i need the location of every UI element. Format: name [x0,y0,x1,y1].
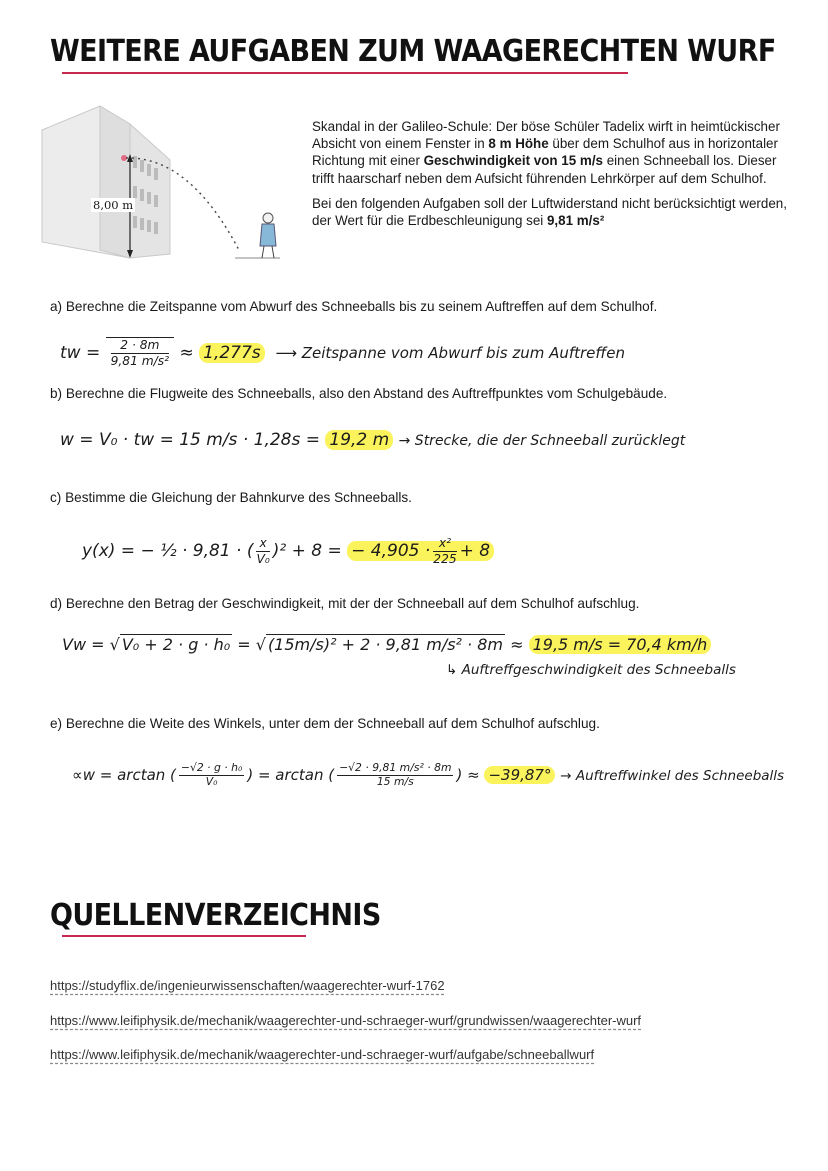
sources-heading: QUELLENVERZEICHNIS [50,898,381,933]
task-d-question: d) Berechne den Betrag der Geschwindigkeit, mit der der Schneeball auf dem Schulhof aufschlug. [50,596,640,611]
intro-text [312,118,792,237]
task-d-note: ↳ Auftreffgeschwindigkeit des Schneeballs [446,662,736,678]
task-a-result: 1,277s [199,343,265,363]
task-e-result: −39,87° [484,766,555,784]
task-a-solution: tw = $\frac{2 \cdot 8m}{\text{9,81 m/s²}}$ ≈ 1,277s ⟶ Zeitspanne vom Abwurf bis zum Auftreffen [60,338,625,368]
task-a-question: a) Berechne die Zeitspanne vom Abwurf des Schneeballs bis zu seinem Auftreffen auf dem Schulhof. [50,299,658,314]
page-title: WEITERE AUFGABEN ZUM WAAGERECHTEN WURF [50,34,776,69]
task-c-solution: y(x) = − ½ · 9,81 · ( $\frac{x}{\text{V₀}}$ )² + 8 = − 4,905 · $\frac{\text{x²}}{225}$ + 8 [82,536,494,566]
task-b-solution: w = V₀ · tw = 15 m/s · 1,28s = 19,2 m → Strecke, die der Schneeball zurücklegt [60,430,686,450]
title-underline [62,72,628,74]
source-link[interactable]: https://studyflix.de/ingenieurwissenschaften/waagerechter-wurf-1762 [50,978,445,993]
task-c-question: c) Bestimme die Gleichung der Bahnkurve des Schneeballs. [50,490,412,505]
source-link[interactable]: https://www.leifiphysik.de/mechanik/waagerechter-und-schraeger-wurf/aufgabe/schneeballwurf [50,1047,595,1062]
source-link[interactable]: https://www.leifiphysik.de/mechanik/waagerechter-und-schraeger-wurf/grundwissen/waagerechter-wurf [50,1013,642,1028]
task-a-fraction: $\frac{2 \cdot 8m}{\text{9,81 m/s²}}$ [110,338,170,368]
task-d-solution: Vw = √ V₀ + 2 · g · h₀ = √ (15m/s)² + 2 · 9,81 m/s² · 8m ≈ 19,5 m/s = 70,4 km/h [62,634,711,654]
task-e-question: e) Berechne die Weite des Winkels, unter dem der Schneeball auf dem Schulhof aufschlug. [50,716,600,731]
task-e-solution: ∝w = arctan ( $\frac{\text{−√2 · g · h₀}}{\text{V₀}}$ ) = arctan ( $\frac{\text{−√2 · 9,81 m/s² · 8m}}{15 m/s}$ ) ≈ −39,87° → Auftreffwinkel des Schneeballs [72,761,785,788]
intro-paragraph-1: Skandal in der Galileo-Schule: Der böse Schüler Tadelix wirft in heimtückischer Absicht von einem Fenster in 8 m Höhe über dem Schulhof aus in horizontaler Richtung mit einer Geschwindigkeit von 15 m/s einen Schneeball los. Dieser trifft haarscharf neben dem Aufsicht führenden Lehrkörper auf dem Schulhof. [312,119,780,186]
intro-paragraph-2: Bei den folgenden Aufgaben soll der Luftwiderstand nicht berücksichtigt werden, der Wert für die Erdbeschleunigung sei 9,81 m/s² [312,195,787,229]
height-label: 8,00 m [93,198,134,212]
sources-underline [62,935,306,937]
task-d-result: 19,5 m/s = 70,4 km/h [529,635,712,654]
task-b-result: 19,2 m [325,430,393,450]
teacher-figure [260,213,276,258]
task-b-question: b) Berechne die Flugweite des Schneeballs, also den Abstand des Auftreffpunktes vom Schulgebäude. [50,386,668,401]
building-figure [40,100,290,260]
task-c-result: − 4,905 · $\frac{\text{x²}}{225}$ + 8 [347,541,494,561]
